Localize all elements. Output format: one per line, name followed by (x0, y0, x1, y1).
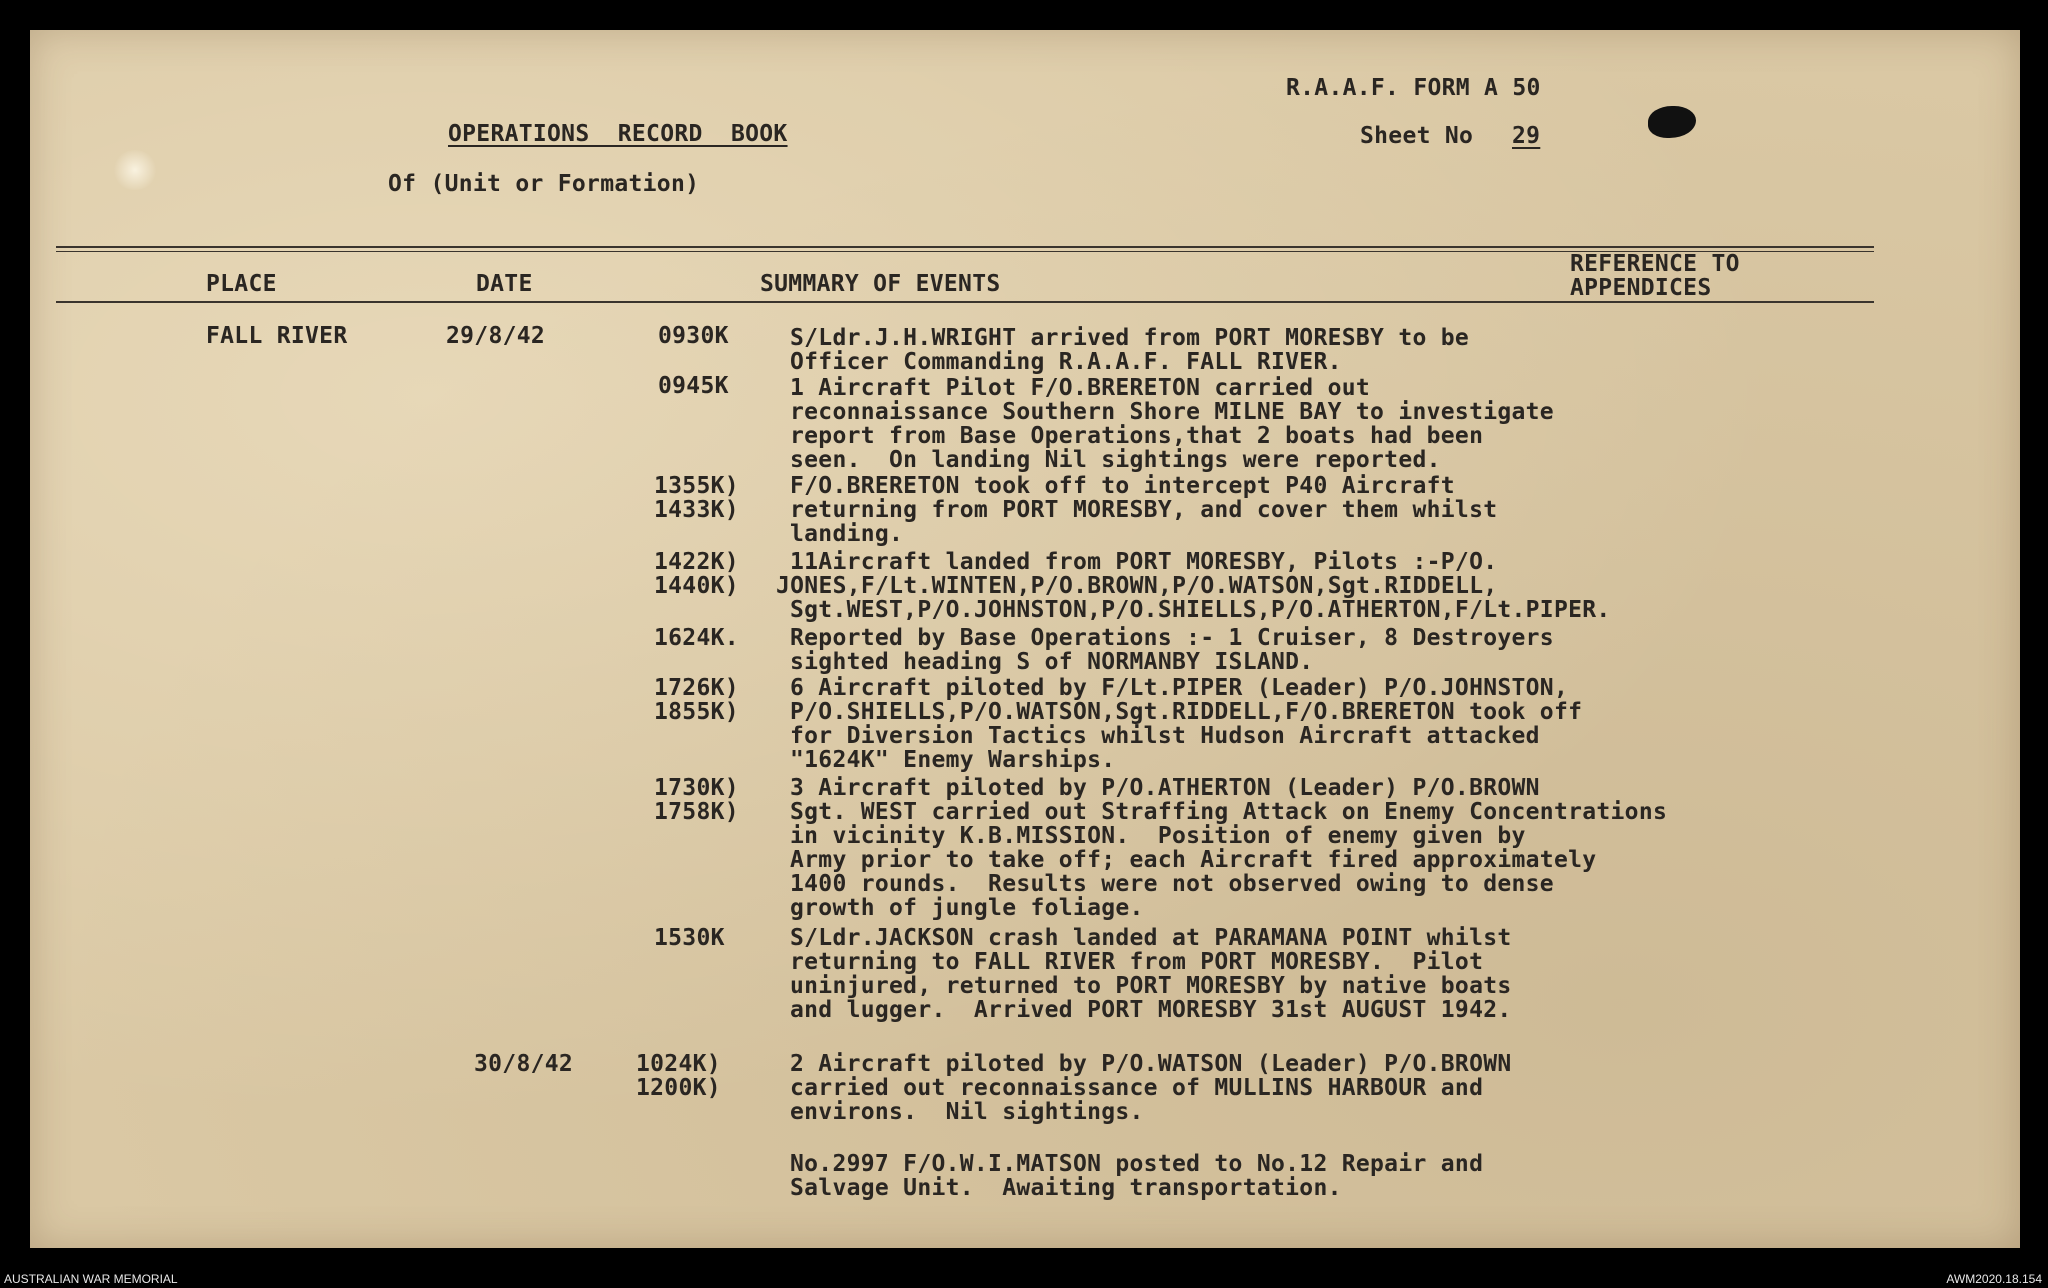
time-cell: 1530K (654, 925, 725, 951)
sheet-number: 29 (1512, 123, 1541, 149)
summary-line: reconnaissance Southern Shore MILNE BAY to investigate (790, 399, 1554, 425)
summary-line: No.2997 F/O.W.I.MATSON posted to No.12 Repair and (790, 1151, 1484, 1177)
summary-line: P/O.SHIELLS,P/O.WATSON,Sgt.RIDDELL,F/O.BRERETON took off (790, 699, 1583, 725)
time-cell: 1355K) (654, 473, 739, 499)
summary-line: Sgt.WEST,P/O.JOHNSTON,P/O.SHIELLS,P/O.ATHERTON,F/Lt.PIPER. (790, 597, 1611, 623)
time-cell: 1433K) (654, 497, 739, 523)
summary-line: F/O.BRERETON took off to intercept P40 Aircraft (790, 473, 1455, 499)
summary-line: 2 Aircraft piloted by P/O.WATSON (Leader) P/O.BROWN (790, 1051, 1512, 1077)
time-cell: 0945K (658, 373, 729, 399)
summary-line: report from Base Operations,that 2 boats had been (790, 423, 1484, 449)
header-rule-bottom (56, 301, 1874, 303)
summary-line: uninjured, returned to PORT MORESBY by native boats (790, 973, 1512, 999)
summary-line: for Diversion Tactics whilst Hudson Aircraft attacked (790, 723, 1540, 749)
summary-line: 6 Aircraft piloted by F/Lt.PIPER (Leader) P/O.JOHNSTON, (790, 675, 1569, 701)
paper-crease (112, 150, 158, 190)
form-id: R.A.A.F. FORM A 50 (1286, 75, 1541, 101)
place-cell: FALL RIVER (206, 323, 348, 349)
time-cell: 1024K) (636, 1051, 721, 1077)
footer-credit: AUSTRALIAN WAR MEMORIAL (4, 1272, 178, 1286)
summary-line: 1 Aircraft Pilot F/O.BRERETON carried out (790, 375, 1371, 401)
summary-line: Army prior to take off; each Aircraft fired approximately (790, 847, 1597, 873)
summary-line: returning from PORT MORESBY, and cover them whilst (790, 497, 1498, 523)
summary-line: returning to FALL RIVER from PORT MORESBY. Pilot (790, 949, 1484, 975)
summary-line: and lugger. Arrived PORT MORESBY 31st AUGUST 1942. (790, 997, 1512, 1023)
sheet-label: Sheet No (1360, 123, 1474, 149)
summary-line: in vicinity K.B.MISSION. Position of enemy given by (790, 823, 1526, 849)
column-summary: SUMMARY OF EVENTS (760, 271, 1001, 297)
summary-line: "1624K" Enemy Warships. (790, 747, 1116, 773)
summary-line: Officer Commanding R.A.A.F. FALL RIVER. (790, 349, 1342, 375)
summary-line: 1400 rounds. Results were not observed owing to dense (790, 871, 1554, 897)
summary-line: S/Ldr.JACKSON crash landed at PARAMANA POINT whilst (790, 925, 1512, 951)
footer-accession: AWM2020.18.154 (1946, 1272, 2042, 1286)
summary-line: 3 Aircraft piloted by P/O.ATHERTON (Leader) P/O.BROWN (790, 775, 1540, 801)
column-date: DATE (476, 271, 533, 297)
summary-line: growth of jungle foliage. (790, 895, 1144, 921)
time-cell: 1730K) (654, 775, 739, 801)
document-title: OPERATIONS RECORD BOOK (448, 121, 788, 147)
summary-line: sighted heading S of NORMANBY ISLAND. (790, 649, 1314, 675)
summary-line: 11Aircraft landed from PORT MORESBY, Pilots :-P/O. (790, 549, 1498, 575)
time-cell: 1726K) (654, 675, 739, 701)
summary-line: landing. (790, 521, 904, 547)
summary-line: Reported by Base Operations :- 1 Cruiser, 8 Destroyers (790, 625, 1554, 651)
column-reference-line1: REFERENCE TO (1570, 251, 1740, 277)
time-cell: 1758K) (654, 799, 739, 825)
summary-line: carried out reconnaissance of MULLINS HARBOUR and (790, 1075, 1484, 1101)
summary-line: Sgt. WEST carried out Straffing Attack on Enemy Concentrations (790, 799, 1668, 825)
time-cell: 1440K) (654, 573, 739, 599)
unit-label: Of (Unit or Formation) (388, 171, 700, 197)
time-cell: 1200K) (636, 1075, 721, 1101)
time-cell: 1422K) (654, 549, 739, 575)
summary-line: environs. Nil sightings. (790, 1099, 1144, 1125)
summary-line: S/Ldr.J.H.WRIGHT arrived from PORT MORESBY to be (790, 325, 1470, 351)
column-place: PLACE (206, 271, 277, 297)
summary-line: Salvage Unit. Awaiting transportation. (790, 1175, 1342, 1201)
column-reference-line2: APPENDICES (1570, 275, 1712, 301)
summary-line: seen. On landing Nil sightings were reported. (790, 447, 1441, 473)
header-rule-top (56, 246, 1874, 248)
time-cell: 1624K. (654, 625, 739, 651)
date-cell: 30/8/42 (474, 1051, 574, 1077)
summary-line: JONES,F/Lt.WINTEN,P/O.BROWN,P/O.WATSON,Sgt.RIDDELL, (776, 573, 1498, 599)
time-cell: 0930K (658, 323, 729, 349)
date-cell: 29/8/42 (446, 323, 546, 349)
time-cell: 1855K) (654, 699, 739, 725)
